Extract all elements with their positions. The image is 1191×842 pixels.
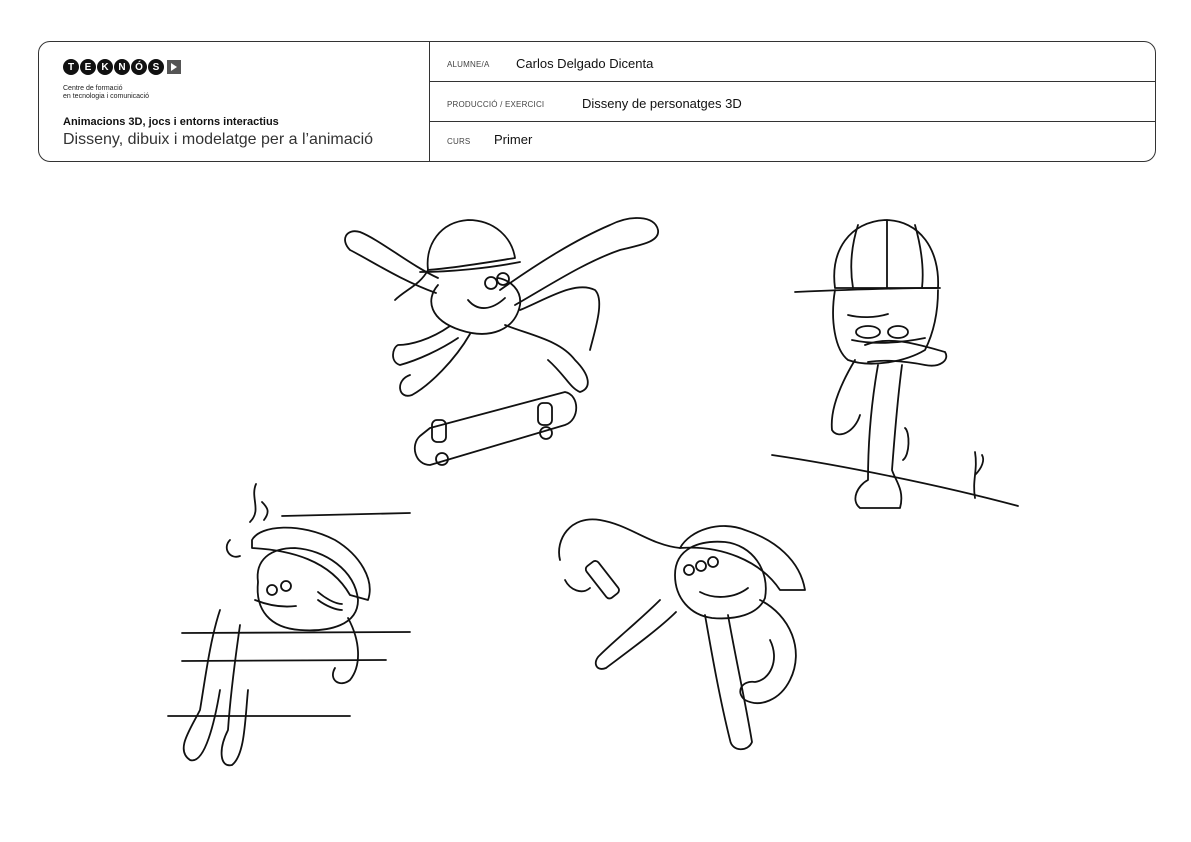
course-title: Animacions 3D, jocs i entorns interactius [63, 116, 279, 128]
logo-letter: T [63, 59, 79, 75]
cap-character-standing-sketch [772, 220, 1018, 508]
org-line: en tecnologia i comunicació [63, 93, 149, 100]
spray-character-sketch [559, 519, 805, 749]
year-label: CURS [447, 137, 471, 146]
subject-title: Disseny, dibuix i modelatge per a l’animació [63, 131, 374, 148]
logo-letter: E [80, 59, 96, 75]
student-value: Carlos Delgado Dicenta [516, 56, 654, 71]
exercise-label: PRODUCCIÓ / EXERCICI [447, 100, 545, 109]
logo-letter: Ó [131, 59, 147, 75]
exercise-value: Disseny de personatges 3D [582, 96, 742, 111]
logo-letter: N [114, 59, 130, 75]
logo-letter: S [148, 59, 164, 75]
student-label: ALUMNE/A [447, 60, 490, 69]
skater-jump-sketch [345, 218, 658, 465]
year-value: Primer [494, 132, 533, 147]
sitting-character-sketch [168, 484, 410, 765]
logo-letter: K [97, 59, 113, 75]
org-line: Centre de formació [63, 85, 123, 92]
